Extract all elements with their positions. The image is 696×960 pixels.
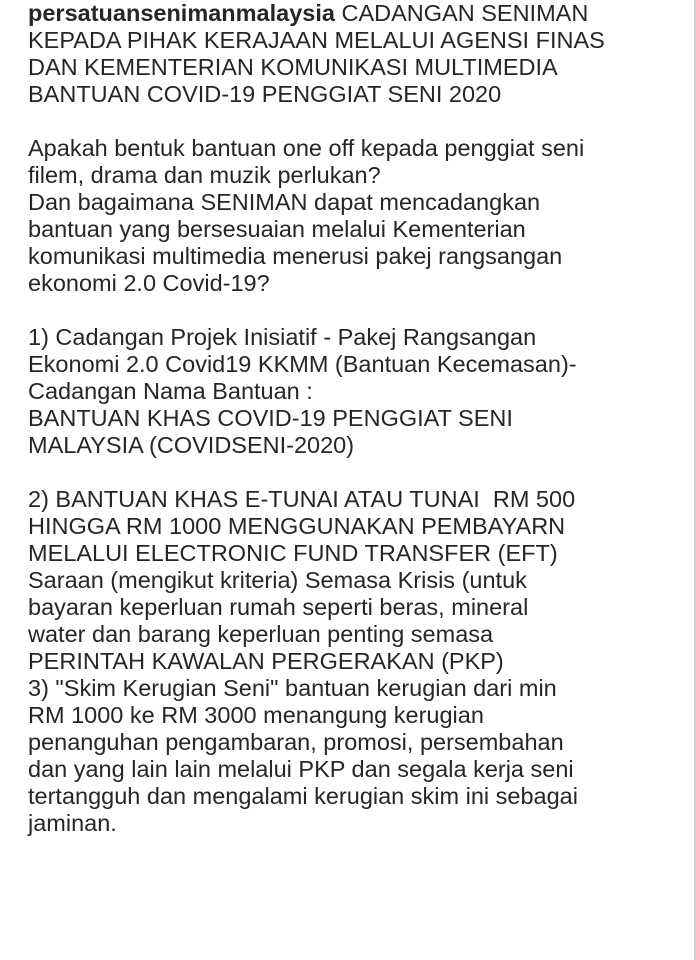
question-line: ekonomi 2.0 Covid-19?	[28, 270, 270, 296]
question-line: Apakah bentuk bantuan one off kepada penggiat seni	[28, 135, 585, 161]
item-1-line: 1) Cadangan Projek Inisiatif - Pakej Rangsangan	[28, 324, 537, 350]
heading-line: KEPADA PIHAK KERAJAAN MELALUI AGENSI FINAS	[28, 27, 605, 53]
post-caption	[28, 0, 688, 837]
item-2-line: bayaran keperluan rumah seperti beras, mineral	[28, 594, 529, 620]
item-1-line: BANTUAN KHAS COVID-19 PENGGIAT SENI	[28, 405, 513, 431]
item-2-line: HINGGA RM 1000 MENGGUNAKAN PEMBAYARN	[28, 513, 566, 539]
question-line: bantuan yang bersesuaian melalui Kementerian	[28, 216, 526, 242]
item-3-line: penanguhan pengambaran, promosi, persembahan	[28, 729, 564, 755]
item-3-line: jaminan.	[28, 810, 117, 836]
item-3-line: tertangguh dan mengalami kerugian skim ini sebagai	[28, 783, 578, 809]
item-1-line: Ekonomi 2.0 Covid19 KKMM (Bantuan Kecemasan)-	[28, 351, 577, 377]
question-line: filem, drama dan muzik perlukan?	[28, 162, 381, 188]
item-3-line: dan yang lain lain melalui PKP dan segala kerja seni	[28, 756, 574, 782]
item-2-line: MELALUI ELECTRONIC FUND TRANSFER (EFT)	[28, 540, 558, 566]
item-1-line: Cadangan Nama Bantuan :	[28, 378, 313, 404]
heading-line: BANTUAN COVID-19 PENGGIAT SENI 2020	[28, 81, 502, 107]
caption-heading-line-1	[28, 0, 688, 27]
item-1-line: MALAYSIA (COVIDSENI-2020)	[28, 432, 355, 458]
paragraph-spacer	[28, 459, 688, 486]
item-2-line: Saraan (mengikut kriteria) Semasa Krisis (untuk	[28, 567, 527, 593]
item-3-line: RM 1000 ke RM 3000 menangung kerugian	[28, 702, 484, 728]
item-2-line: PERINTAH KAWALAN PERGERAKAN (PKP)	[28, 648, 504, 674]
question-line: komunikasi multimedia menerusi pakej rangsangan	[28, 243, 563, 269]
paragraph-spacer	[28, 108, 688, 135]
item-2-line: 2) BANTUAN KHAS E-TUNAI ATAU TUNAI RM 500	[28, 486, 576, 512]
paragraph-spacer	[28, 297, 688, 324]
heading-text: CADANGAN SENIMAN	[341, 0, 589, 26]
heading-line: DAN KEMENTERIAN KOMUNIKASI MULTIMEDIA	[28, 54, 558, 80]
item-2-line: water dan barang keperluan penting semasa	[28, 621, 494, 647]
question-line: Dan bagaimana SENIMAN dapat mencadangkan	[28, 189, 541, 215]
username-link[interactable]: persatuansenimanmalaysia	[28, 0, 335, 26]
item-3-line: 3) "Skim Kerugian Seni" bantuan kerugian dari min	[28, 675, 557, 701]
